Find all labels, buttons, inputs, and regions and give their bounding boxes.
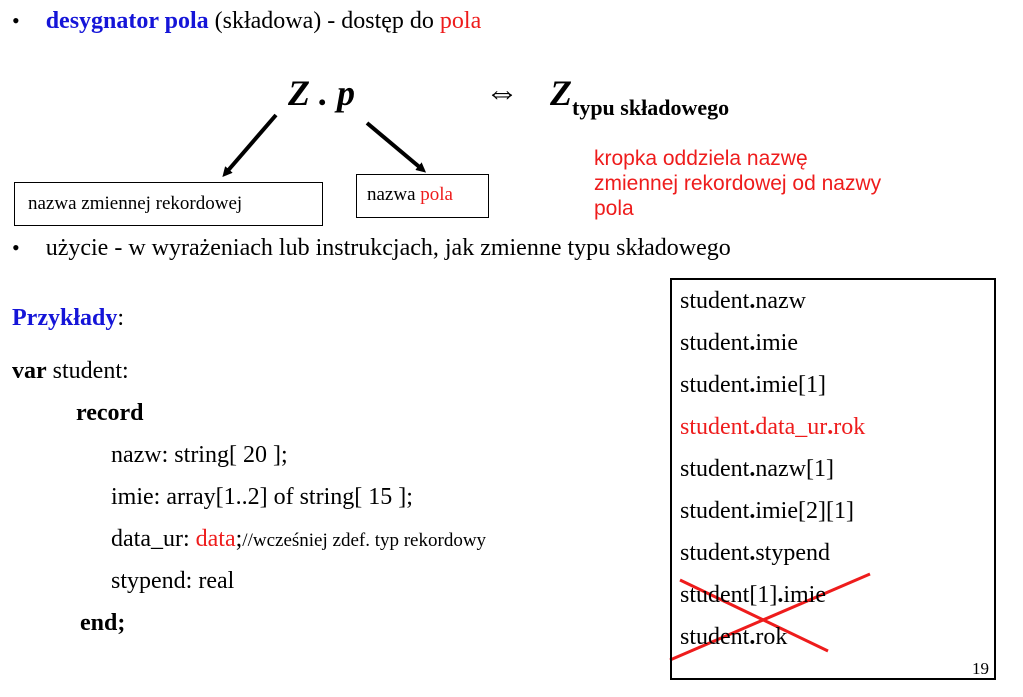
usage-item: student.imie[1]: [680, 372, 826, 398]
keyword-record: record: [76, 400, 144, 426]
term-description: (składowa) - dostęp do: [208, 8, 440, 34]
examples-colon: :: [117, 305, 124, 331]
dot-separator-note: [594, 146, 881, 221]
keyword-var: var: [12, 358, 47, 384]
code-field-imie: imie: array[1..2] of string[ 15 ];: [111, 484, 413, 510]
bullet-glyph: •: [12, 235, 20, 260]
usage-item: student.nazw: [680, 288, 806, 314]
code-var-line: [12, 358, 129, 385]
usage-item: student.stypend: [680, 540, 830, 566]
arrow-to-variable: [225, 115, 276, 174]
term-field-designator: desygnator pola: [45, 8, 209, 34]
usage-description: użycie - w wyrażeniach lub instrukcjach, jak zmienne typu składowego: [45, 235, 731, 261]
field-name-prefix: nazwa: [367, 184, 421, 205]
formula-subscript: typu składowego: [572, 95, 730, 120]
field-name-box: [356, 174, 489, 218]
code-field-data-ur: [111, 526, 486, 553]
examples-label: Przykłady: [12, 305, 118, 331]
variable-name-box: [14, 182, 323, 226]
variable-name-label: nazwa zmiennej rekordowej: [28, 193, 243, 214]
note-line: pola: [594, 197, 634, 220]
examples-heading: [12, 305, 124, 332]
usage-item-invalid: student[1].imie: [680, 582, 826, 608]
formula-z2: Z: [550, 73, 572, 113]
page-number: 19: [972, 659, 989, 678]
bullet-line-2: [12, 235, 731, 262]
keyword-end: end;: [80, 610, 126, 636]
code-field-stypend: stypend: real: [111, 568, 235, 594]
usage-item-invalid: student.rok: [680, 624, 788, 650]
formula-p: p: [337, 73, 355, 113]
formula-z: Z: [288, 73, 310, 113]
usage-item-highlighted: student.data_ur.rok: [680, 414, 866, 440]
term-field-word: pola: [439, 8, 482, 34]
data-type-name: data: [195, 526, 236, 552]
var-name: student:: [46, 358, 129, 384]
field-name-red: pola: [420, 184, 453, 205]
bullet-glyph: •: [12, 8, 20, 33]
equivalence-symbol: ⇔: [485, 74, 519, 111]
note-line: zmiennej rekordowej od nazwy: [594, 172, 882, 195]
arrow-to-field: [367, 123, 423, 170]
field-name-label: [367, 184, 453, 206]
usage-item: student.imie[2][1]: [680, 498, 854, 524]
data-type-comment: //wcześniej zdef. typ rekordowy: [242, 530, 487, 551]
data-semicolon: ;: [235, 526, 243, 552]
code-field-nazw: nazw: string[ 20 ];: [111, 442, 288, 468]
usage-item: student.nazw[1]: [680, 456, 834, 482]
data-ur-label: data_ur:: [111, 526, 196, 552]
note-line: kropka oddziela nazwę: [594, 147, 808, 170]
usage-item: student.imie: [680, 330, 798, 356]
formula-dot: .: [310, 73, 337, 113]
